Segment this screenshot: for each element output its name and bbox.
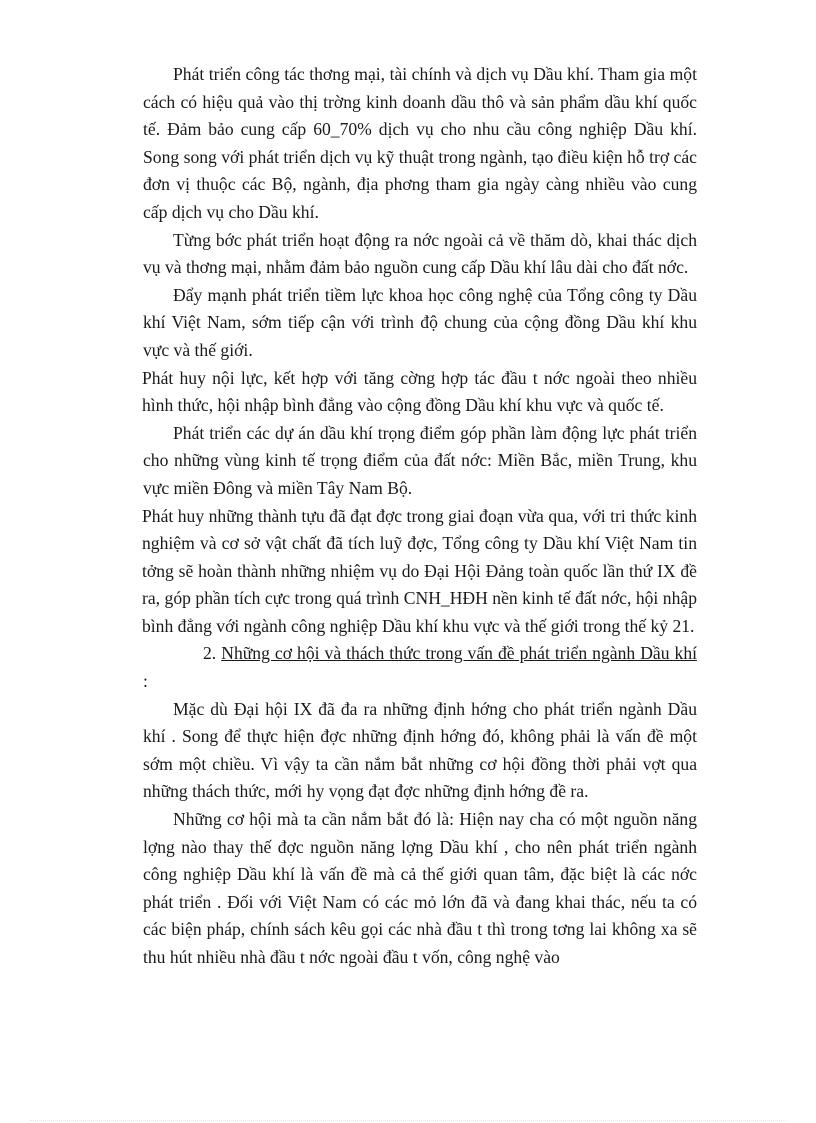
paragraph-science: Đẩy mạnh phát triển tiềm lực khoa học công nghệ của Tổng công ty Dầu khí Việt Nam, sớm tiếp cận với trình độ chung của cộng đồng Dầu khí khu vực và thế giới. xyxy=(143,284,697,360)
paragraph-commerce: Phát triển công tác thơng mại, tài chính và dịch vụ Dầu khí. Tham gia một cách có hiệu quả vào thị trờng kinh doanh dầu thô và sản phẩm dầu khí quốc tế. Đảm bảo cung cấp 60_70% dịch vụ cho nhu cầu công nghiệp Dầu khí. Song song với phát triển dịch vụ kỹ thuật trong ngành, tạo điều kiện hỗ trợ các đơn vị thuộc các Bộ, ngành, địa phơng tham gia ngày càng nhiều vào cung cấp dịch vụ cho Dầu khí. xyxy=(143,64,697,222)
paragraph-overseas: Từng bớc phát triển hoạt động ra nớc ngoài cả về thăm dò, khai thác dịch vụ và thơng mại, nhằm đảm bảo nguồn cung cấp Dầu khí lâu dài cho đất nớc. xyxy=(143,229,697,278)
section-title: Những cơ hội và thách thức trong vấn đề phát triển ngành Dầu khí xyxy=(221,643,698,664)
paragraph-achievements: Phát huy những thành tựu đã đạt đợc trong giai đoạn vừa qua, với tri thức kinh nghiệm và cơ sở vật chất đã tích luỹ đợc, Tổng công ty Dầu khí Việt Nam tin tởng sẽ hoàn thành những nhiệm vụ do Đại Hội Đảng toàn quốc lần thứ IX đề ra, góp phần tích cực trong quá trình CNH_HĐH nền kinh tế đất nớc, hội nhập bình đẳng với ngành công nghiệp Dầu khí khu vực và thế giới trong thế kỷ 21. xyxy=(142,505,697,636)
paragraph-opportunities: Những cơ hội mà ta cần nắm bắt đó là: Hiện nay cha có một nguồn năng lợng nào thay thế đợc nguồn năng lợng Dầu khí , cho nên phát triển ngành công nghiệp Dầu khí là vấn đề mà cả thế giới quan tâm, đặc biệt là các nớc phát triển . Đối với Việt Nam có các mỏ lớn đã và đang khai thác, nếu ta có các biện pháp, chính sách kêu gọi các nhà đầu t thì trong tơng lai không xa sẽ thu hút nhiều nhà đầu t nớc ngoài đầu t vốn, công nghệ vào xyxy=(143,809,697,967)
paragraph-orientation: Mặc dù Đại hội IX đã đa ra những định hớng cho phát triển ngành Dầu khí . Song để thực hiện đợc những định hớng đó, không phải là vấn đề một sớm một chiều. Vì vậy ta cần nắm bắt những cơ hội đồng thời phải vợt qua những thách thức, mới hy vọng đạt đợc những định hớng đề ra. xyxy=(143,698,697,802)
page-bottom-divider xyxy=(30,1120,786,1121)
section-suffix: : xyxy=(143,671,148,692)
section-heading xyxy=(143,640,697,695)
body-text xyxy=(143,61,697,972)
paragraph-internal-strength: Phát huy nội lực, kết hợp với tăng cờng hợp tác đầu t nớc ngoài theo nhiều hình thức, hội nhập bình đẳng vào cộng đồng Dầu khí khu vực và quốc tế. xyxy=(142,367,697,416)
section-number: 2. xyxy=(203,643,222,664)
paragraph-key-projects: Phát triển các dự án dầu khí trọng điểm góp phần làm động lực phát triển cho những vùng kinh tế trọng điểm của đất nớc: Miền Bắc, miền Trung, khu vực miền Đông và miền Tây Nam Bộ. xyxy=(143,422,697,498)
